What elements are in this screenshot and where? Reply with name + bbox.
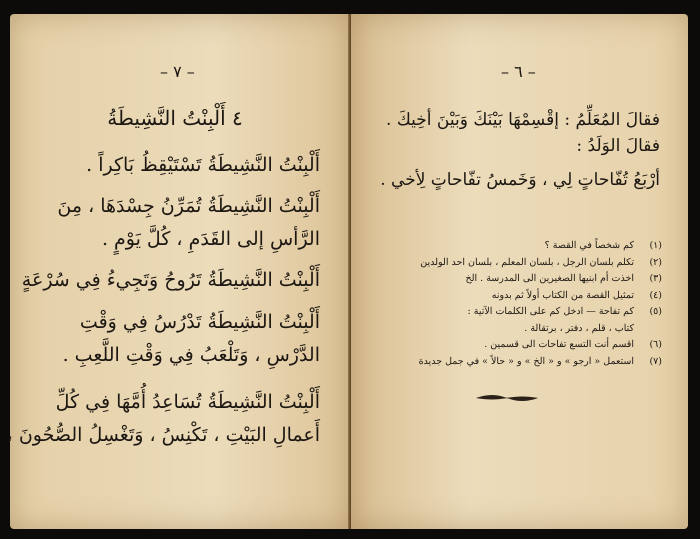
page-number-right: – ٦ –: [501, 62, 536, 81]
exercise-item: [372, 273, 662, 284]
text-line-2: أَلْبِنْتُ النَّشِيطَةُ تُمَرِّنُ جِسْدَهَا ، مِنَ: [57, 195, 320, 217]
story-line-3: أرْبَعُ تُفّاحاتٍ لِي ، وَخَمسُ تفّاحاتٍ لِأخي .: [380, 170, 660, 190]
text-line-5: أَلْبِنْتُ النَّشِيطَةُ تَدْرُسُ فِي وَقْتِ: [79, 311, 320, 333]
story-text: [360, 107, 660, 193]
exercise-number: (١): [649, 240, 662, 251]
exercise-number: (٧): [649, 355, 662, 367]
left-page: [6, 14, 350, 529]
page-number-left: – ٧ –: [160, 62, 195, 81]
text-line-1: أَلْبِنْتُ النَّشِيطَةُ تَسْتَيْقِظُ بَاكِراً .: [86, 154, 320, 176]
exercise-number: (٦): [649, 339, 662, 350]
story-line-2: فقالَ الوَلَدُ :: [576, 136, 660, 156]
text-line: [30, 149, 320, 182]
exercise-text: استعمل « ارجو » و « الخ » و « حالاً » في جمل جديدة: [418, 355, 634, 367]
text-block: [6, 386, 320, 452]
right-page: [351, 14, 688, 529]
exercise-number: (٤): [649, 289, 662, 301]
exercise-item: [372, 306, 662, 317]
exercise-text: اخذت أم ابنيها الصغيرين الى المدرسة . الخ: [465, 273, 634, 284]
exercise-number: (٥): [649, 306, 662, 317]
exercise-text: كم شخصاً في القصة ؟: [544, 240, 634, 251]
exercise-item: [372, 257, 662, 268]
exercise-item: [372, 240, 662, 251]
text-block: [30, 306, 320, 372]
exercise-text: تكلم بلسان الرجل ، بلسان المعلم ، بلسان احد الولدين: [420, 256, 634, 268]
exercise-number: (٢): [649, 256, 662, 268]
exercise-text: اقسم أنت التسع تفاحات الى قسمين .: [484, 339, 634, 350]
exercise-item: [372, 356, 662, 367]
text-block: [30, 190, 320, 256]
text-block: [21, 264, 320, 297]
exercise-item: [372, 290, 662, 301]
story-line-1: فقالَ المُعَلِّمُ : إقْسِمْهَا بَيْنَكَ وَبَيْنَ أخِيكَ .: [386, 110, 660, 130]
ornament-divider: [475, 393, 539, 403]
exercise-list: [372, 240, 662, 372]
exercise-text: تمثيل القصة من الكتاب أولاً ثم بدونه: [491, 289, 634, 301]
text-line-3: الرَّأسِ إلى القَدَمِ ، كُلَّ يَوْمٍ .: [101, 228, 320, 250]
text-line-4: أَلْبِنْتُ النَّشِيطَةُ تَرُوحُ وَتَجِيءُ فِي سُرْعَةٍ: [21, 269, 320, 291]
exercise-number: (٣): [649, 273, 662, 284]
text-line-8: أَعمالِ البَيْتِ ، تَكْنِسُ ، وَتَغْسِلُ الصُّحُونَ ،: [6, 424, 320, 446]
lesson-heading: ٤ أَلْبِنْتُ النَّشِيطَةُ: [107, 106, 243, 130]
exercise-subline: كتاب ، قلم ، دفتر ، برتقالة .: [524, 322, 634, 334]
text-line-7: أَلْبِنْتُ النَّشِيطَةُ تُسَاعِدُ أُمَّهَا فِي كُلِّ: [55, 391, 320, 413]
exercise-item: [372, 339, 662, 350]
exercise-text: كم تفاحة — ادخل كم على الكلمات الآتية :: [467, 306, 634, 317]
text-line-6: الدَّرْسِ ، وَتَلْعَبُ فِي وَقْتِ اللَّعِبِ .: [62, 344, 320, 366]
